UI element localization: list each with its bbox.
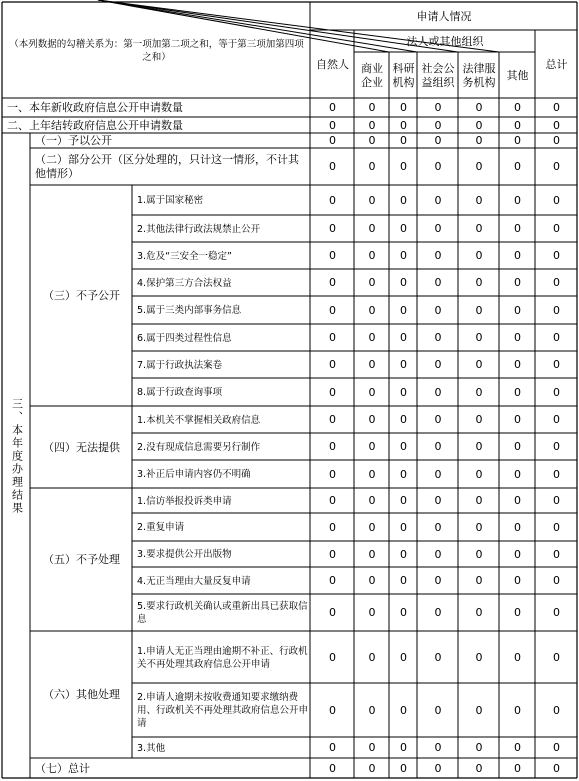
value-cell: 0 <box>368 134 376 147</box>
value-cell: 0 <box>475 101 483 114</box>
value-cell: 0 <box>329 547 336 561</box>
value-cell: 0 <box>329 741 336 754</box>
value-cell: 0 <box>434 160 442 173</box>
value-cell: 0 <box>400 101 407 114</box>
value-cell: 0 <box>329 160 336 173</box>
value-cell: 0 <box>434 440 442 453</box>
value-cell: 0 <box>400 413 407 426</box>
group-3-item: 6.属于四类过程性信息 <box>137 332 232 344</box>
value-cell: 0 <box>514 222 521 235</box>
value-cell: 0 <box>329 193 336 207</box>
group-4-item: 2.没有现成信息需要另行制作 <box>137 441 261 453</box>
value-cell: 0 <box>434 520 442 534</box>
value-cell: 0 <box>514 193 521 207</box>
value-cell: 0 <box>400 118 407 132</box>
value-cell: 0 <box>553 118 560 132</box>
value-cell: 0 <box>434 467 442 481</box>
value-cell: 0 <box>368 574 376 587</box>
value-cell: 0 <box>475 650 483 664</box>
value-cell: 0 <box>514 520 521 534</box>
value-cell: 0 <box>368 249 376 262</box>
value-cell: 0 <box>368 440 376 453</box>
value-cell: 0 <box>514 134 521 147</box>
header-commercial: 商业企业 <box>361 61 383 89</box>
value-cell: 0 <box>329 761 336 775</box>
value-cell: 0 <box>434 574 442 587</box>
value-cell: 0 <box>329 650 336 664</box>
value-cell: 0 <box>368 741 376 754</box>
value-cell: 0 <box>514 101 521 114</box>
value-cell: 0 <box>553 331 560 344</box>
value-cell: 0 <box>368 303 376 317</box>
value-cell: 0 <box>475 574 483 587</box>
header-total: 总计 <box>545 57 568 71</box>
value-cell: 0 <box>368 101 376 114</box>
value-cell: 0 <box>475 494 483 507</box>
value-cell: 0 <box>434 276 442 289</box>
value-cell: 0 <box>400 358 407 371</box>
group-4-item: 3.补正后申请内容仍不明确 <box>137 469 251 480</box>
value-cell: 0 <box>329 222 336 235</box>
value-cell: 0 <box>553 606 560 619</box>
value-cell: 0 <box>368 467 376 481</box>
value-cell: 0 <box>329 703 336 717</box>
group-5-item: 5.要求行政机关确认或重新出具已获取信息 <box>137 601 308 625</box>
value-cell: 0 <box>400 574 407 587</box>
value-cell: 0 <box>434 413 442 426</box>
value-cell: 0 <box>553 193 560 207</box>
group-3-item: 3.危及“三安全一稳定” <box>137 250 232 262</box>
value-cell: 0 <box>329 520 336 534</box>
group-1-label: （一）予以公开 <box>35 134 112 147</box>
value-cell: 0 <box>434 222 442 235</box>
value-cell: 0 <box>368 413 376 426</box>
value-cell: 0 <box>368 193 376 207</box>
value-cell: 0 <box>475 331 483 344</box>
value-cell: 0 <box>475 385 483 399</box>
value-cell: 0 <box>514 467 521 481</box>
group-5-item: 1.信访举报投诉类申请 <box>137 495 232 507</box>
value-cell: 0 <box>329 118 336 132</box>
value-cell: 0 <box>553 101 560 114</box>
value-cell: 0 <box>475 160 483 173</box>
value-cell: 0 <box>553 547 560 561</box>
value-cell: 0 <box>434 547 442 561</box>
value-cell: 0 <box>368 547 376 561</box>
value-cell: 0 <box>553 276 560 289</box>
value-cell: 0 <box>553 741 560 754</box>
group-5-item: 4.无正当理由大量反复申请 <box>137 575 251 587</box>
value-cell: 0 <box>553 160 560 173</box>
value-cell: 0 <box>329 331 336 344</box>
value-cell: 0 <box>400 703 407 717</box>
value-cell: 0 <box>553 574 560 587</box>
value-cell: 0 <box>434 741 442 754</box>
value-cell: 0 <box>400 160 407 173</box>
value-cell: 0 <box>400 134 407 147</box>
group-3-item: 2.其他法律行政法规禁止公开 <box>137 223 261 235</box>
value-cell: 0 <box>553 222 560 235</box>
value-cell: 0 <box>475 606 483 619</box>
value-cell: 0 <box>400 467 407 481</box>
value-cell: 0 <box>400 520 407 534</box>
group-3-item: 5.属于三类内部事务信息 <box>137 305 242 316</box>
group-3-item: 7.属于行政执法案卷 <box>137 359 223 371</box>
header-social: 社会公益组织 <box>421 61 455 89</box>
value-cell: 0 <box>434 134 442 147</box>
value-cell: 0 <box>514 249 521 262</box>
value-cell: 0 <box>434 331 442 344</box>
value-cell: 0 <box>553 440 560 453</box>
group-6-item: 1.申请人无正当理由逾期不补正、行政机关不再处理其政府信息公开申请 <box>137 645 308 670</box>
value-cell: 0 <box>434 606 442 619</box>
header-research: 科研机构 <box>392 61 415 89</box>
group-2-label: （二）部分公开（区分处理的，只计这一情形，不计其他情形） <box>35 153 299 180</box>
value-cell: 0 <box>329 385 336 399</box>
value-cell: 0 <box>475 761 483 775</box>
value-cell: 0 <box>475 222 483 235</box>
value-cell: 0 <box>329 606 336 619</box>
value-cell: 0 <box>400 331 407 344</box>
value-cell: 0 <box>475 703 483 717</box>
value-cell: 0 <box>514 547 521 561</box>
value-cell: 0 <box>475 303 483 317</box>
value-cell: 0 <box>553 703 560 717</box>
value-cell: 0 <box>400 494 407 507</box>
value-cell: 0 <box>475 249 483 262</box>
header-legal-service: 法律服务机构 <box>462 61 496 89</box>
value-cell: 0 <box>400 303 407 317</box>
value-cell: 0 <box>553 413 560 426</box>
group-6-item: 2.申请人逾期未按收费通知要求缴纳费用、行政机关不再处理其政府信息公开申请 <box>137 692 309 729</box>
value-cell: 0 <box>553 249 560 262</box>
group-3-label: （三）不予公开 <box>43 289 120 302</box>
value-cell: 0 <box>434 761 442 775</box>
value-cell: 0 <box>553 761 560 775</box>
value-cell: 0 <box>368 331 376 344</box>
value-cell: 0 <box>553 303 560 317</box>
group-6-item: 3.其他 <box>137 742 166 754</box>
value-cell: 0 <box>434 358 442 371</box>
value-cell: 0 <box>400 249 407 262</box>
value-cell: 0 <box>475 193 483 207</box>
value-cell: 0 <box>553 358 560 371</box>
value-cell: 0 <box>400 761 407 775</box>
header-legal-group: 法人或其他组织 <box>406 34 484 48</box>
value-cell: 0 <box>553 385 560 399</box>
group-6-label: （六）其他处理 <box>43 688 120 701</box>
group-5-label: （五）不予处理 <box>43 553 120 566</box>
value-cell: 0 <box>475 440 483 453</box>
value-cell: 0 <box>475 547 483 561</box>
group-3-item: 8.属于行政查询事项 <box>137 387 223 398</box>
value-cell: 0 <box>475 520 483 534</box>
group-3-item: 4.保护第三方合法权益 <box>137 277 232 289</box>
value-cell: 0 <box>434 494 442 507</box>
value-cell: 0 <box>329 494 336 507</box>
value-cell: 0 <box>514 650 521 664</box>
value-cell: 0 <box>329 101 336 114</box>
value-cell: 0 <box>329 134 336 147</box>
group-5-item: 3.要求提供公开出版物 <box>137 549 232 560</box>
value-cell: 0 <box>514 574 521 587</box>
value-cell: 0 <box>475 413 483 426</box>
row-label-new: 一、本年新收政府信息公开申请数量 <box>7 101 183 114</box>
value-cell: 0 <box>434 650 442 664</box>
value-cell: 0 <box>400 222 407 235</box>
value-cell: 0 <box>368 358 376 371</box>
group-4-label: （四）无法提供 <box>43 440 120 454</box>
value-cell: 0 <box>434 303 442 317</box>
value-cell: 0 <box>514 331 521 344</box>
row-label-carryover: 二、上年结转政府信息公开申请数量 <box>7 118 183 132</box>
value-cell: 0 <box>400 385 407 399</box>
value-cell: 0 <box>329 303 336 317</box>
value-cell: 0 <box>400 547 407 561</box>
value-cell: 0 <box>368 276 376 289</box>
value-cell: 0 <box>368 650 376 664</box>
note-text: （本列数据的勾稽关系为：第一项加第二项之和，等于第三项加第四项之和） <box>9 38 304 63</box>
value-cell: 0 <box>400 606 407 619</box>
value-cell: 0 <box>514 494 521 507</box>
value-cell: 0 <box>329 249 336 262</box>
value-cell: 0 <box>475 118 483 132</box>
value-cell: 0 <box>514 703 521 717</box>
value-cell: 0 <box>434 249 442 262</box>
value-cell: 0 <box>368 703 376 717</box>
value-cell: 0 <box>400 276 407 289</box>
value-cell: 0 <box>368 385 376 399</box>
value-cell: 0 <box>368 118 376 132</box>
header-other: 其他 <box>506 68 529 82</box>
value-cell: 0 <box>434 385 442 399</box>
value-cell: 0 <box>553 494 560 507</box>
header-natural: 自然人 <box>316 57 349 71</box>
value-cell: 0 <box>514 118 521 132</box>
value-cell: 0 <box>514 606 521 619</box>
value-cell: 0 <box>514 160 521 173</box>
value-cell: 0 <box>514 385 521 399</box>
value-cell: 0 <box>514 413 521 426</box>
value-cell: 0 <box>475 276 483 289</box>
value-cell: 0 <box>514 761 521 775</box>
value-cell: 0 <box>553 650 560 664</box>
value-cell: 0 <box>368 494 376 507</box>
value-cell: 0 <box>329 574 336 587</box>
value-cell: 0 <box>434 703 442 717</box>
value-cell: 0 <box>475 134 483 147</box>
value-cell: 0 <box>434 101 442 114</box>
value-cell: 0 <box>368 222 376 235</box>
value-cell: 0 <box>514 358 521 371</box>
value-cell: 0 <box>329 358 336 371</box>
value-cell: 0 <box>514 276 521 289</box>
value-cell: 0 <box>514 741 521 754</box>
value-cell: 0 <box>514 440 521 453</box>
value-cell: 0 <box>553 467 560 481</box>
value-cell: 0 <box>368 160 376 173</box>
value-cell: 0 <box>400 440 407 453</box>
value-cell: 0 <box>329 467 336 481</box>
group-3-item: 1.属于国家秘密 <box>137 195 204 206</box>
value-cell: 0 <box>400 741 407 754</box>
value-cell: 0 <box>368 606 376 619</box>
group-5-item: 2.重复申请 <box>137 522 185 533</box>
header-applicant: 申请人情况 <box>416 9 472 23</box>
group-7-label: （七）总计 <box>35 761 90 775</box>
value-cell: 0 <box>400 650 407 664</box>
value-cell: 0 <box>514 303 521 317</box>
section-3-label: 三、本年度办理结果 <box>10 397 24 515</box>
value-cell: 0 <box>368 761 376 775</box>
group-4-item: 1.本机关不掌握相关政府信息 <box>137 414 261 426</box>
value-cell: 0 <box>329 276 336 289</box>
value-cell: 0 <box>368 520 376 534</box>
value-cell: 0 <box>400 193 407 207</box>
value-cell: 0 <box>329 440 336 453</box>
value-cell: 0 <box>434 118 442 132</box>
value-cell: 0 <box>329 413 336 426</box>
value-cell: 0 <box>475 358 483 371</box>
value-cell: 0 <box>553 134 560 147</box>
value-cell: 0 <box>434 193 442 207</box>
value-cell: 0 <box>553 520 560 534</box>
value-cell: 0 <box>475 467 483 481</box>
value-cell: 0 <box>475 741 483 754</box>
